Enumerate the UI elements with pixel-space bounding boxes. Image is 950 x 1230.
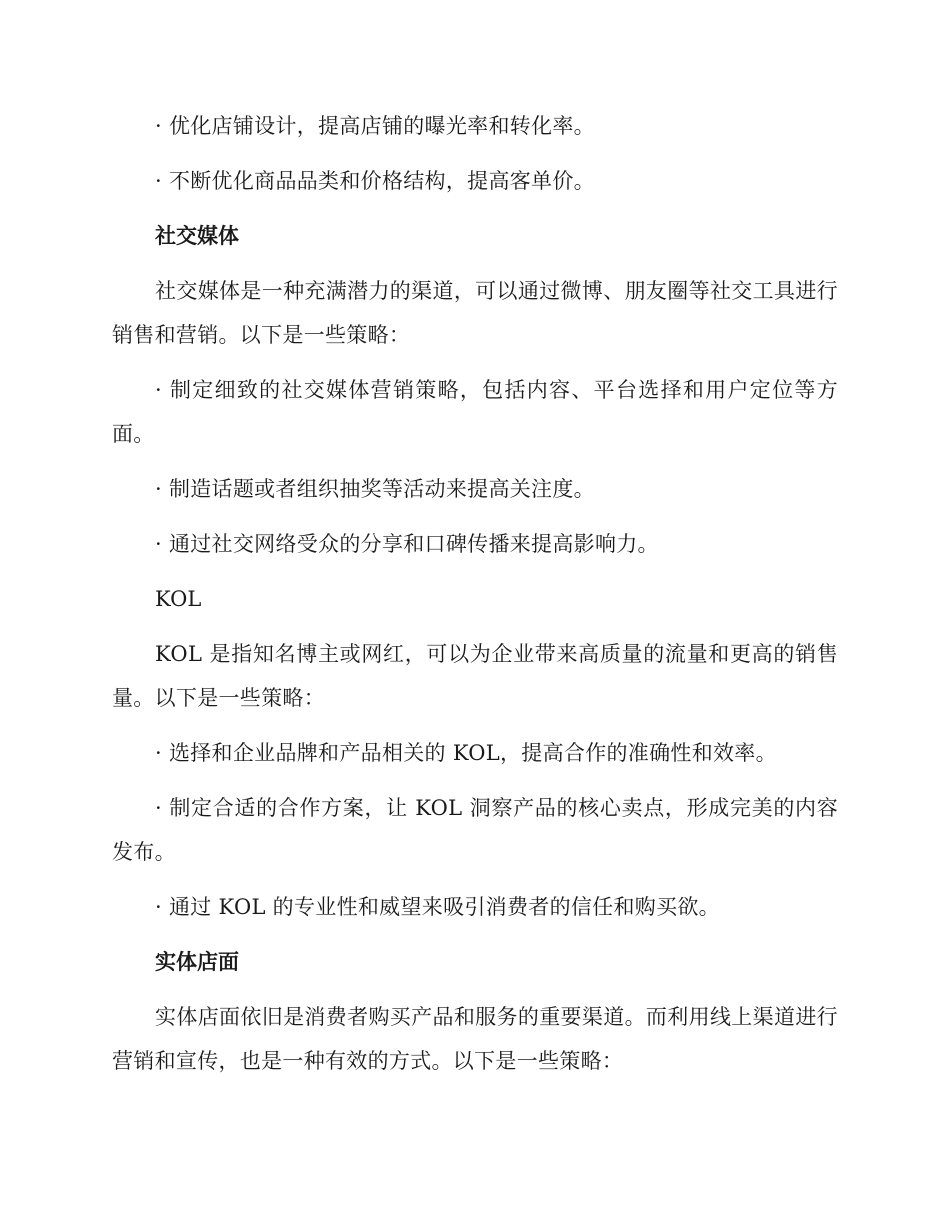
paragraph-kol-intro: KOL 是指知名博主或网红，可以为企业带来高质量的流量和更高的销售量。以下是一些策略： [112, 642, 838, 710]
paragraph-physical-store-intro: 实体店面依旧是消费者购买产品和服务的重要渠道。而利用线上渠道进行营销和宣传，也是一种有效的方式。以下是一些策略： [112, 1005, 838, 1073]
bullet-kol-cooperation-plan: · 制定合适的合作方案，让 KOL 洞察产品的核心卖点，形成完美的内容发布。 [112, 796, 838, 864]
bullet-optimize-store-design: · 优化店铺设计，提高店铺的曝光率和转化率。 [155, 114, 595, 138]
document-page [112, 104, 838, 1094]
section-heading-physical-store: 实体店面 [155, 950, 239, 974]
bullet-word-of-mouth: · 通过社交网络受众的分享和口碑传播来提高影响力。 [155, 532, 659, 556]
bullet-social-media-strategy: · 制定细致的社交媒体营销策略，包括内容、平台选择和用户定位等方面。 [112, 378, 838, 446]
section-heading-social-media: 社交媒体 [155, 224, 239, 248]
paragraph-social-media-intro: 社交媒体是一种充满潜力的渠道，可以通过微博、朋友圈等社交工具进行销售和营销。以下是一些策略： [112, 279, 838, 347]
section-heading-kol: KOL [155, 587, 202, 611]
bullet-topics-lottery: · 制造话题或者组织抽奖等活动来提高关注度。 [155, 477, 595, 501]
bullet-optimize-product-pricing: · 不断优化商品品类和价格结构，提高客单价。 [155, 169, 595, 193]
bullet-select-kol: · 选择和企业品牌和产品相关的 KOL，提高合作的准确性和效率。 [155, 741, 777, 765]
bullet-kol-authority: · 通过 KOL 的专业性和威望来吸引消费者的信任和购买欲。 [155, 895, 720, 919]
